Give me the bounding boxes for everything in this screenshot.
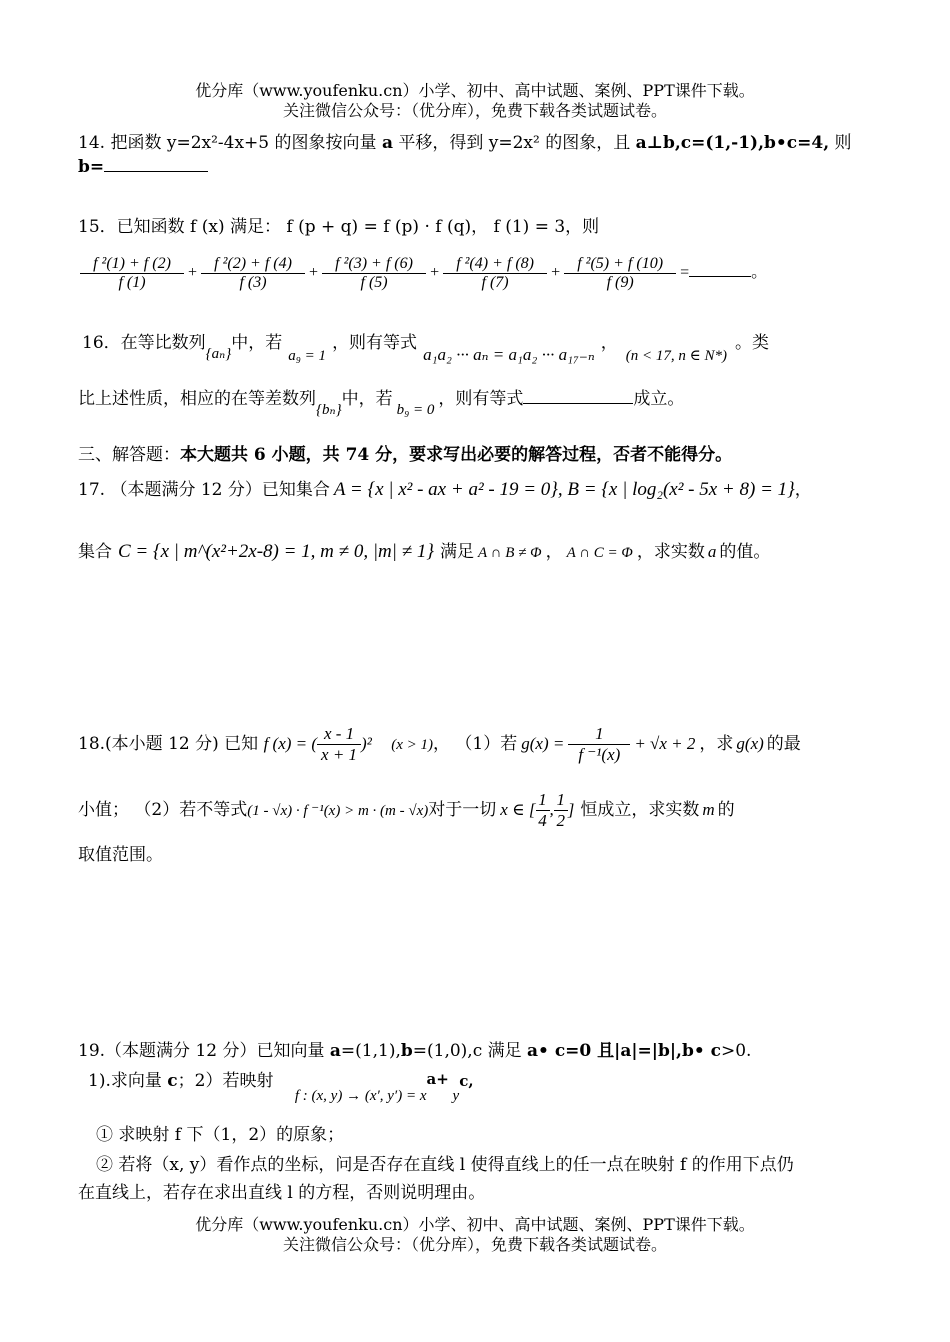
q19-mapping: f : (x, y) → (x′, y′) = x [294, 1088, 427, 1104]
q15-fraction-4: $\frac{\text{f ²(4) + f (8)}}{f (7)}$ [443, 255, 547, 292]
q16-condition-b: b₉ = 0 [396, 402, 435, 418]
q16-line-1: 16．在等比数列{aₙ}中，若a₉ = 1，则有等式a₁a₂ ··· aₙ = a₁a₂ ··· a₁₇₋ₙ，(n < 17, n ∈ N*)。类 [82, 333, 769, 364]
footer-line-2: 关注微信公众号：（优分库），免费下载各类试题试卷。 [282, 1235, 667, 1254]
q15-answer-blank[interactable] [689, 262, 751, 277]
q18-line-1: 18.(本小题 12 分) 已知 f (x) = ( $\frac{x - 1}{x + 1}$ )² (x > 1)， （1）若 g(x) = $\frac{1}{\text{f ⁻¹(x)}}$ + √x + 2 ，求 g(x) 的最 [78, 724, 801, 764]
q14-line-2 [78, 157, 208, 177]
q18-m-variable: m [702, 800, 715, 819]
q16-range: (n < 17, n ∈ N*) [625, 348, 727, 364]
q18-f-lhs: f (x) = ( [263, 734, 318, 753]
q14-vector-a: a [381, 133, 393, 153]
q16-equation: a₁a₂ ··· aₙ = a₁a₂ ··· a₁₇₋ₙ [423, 345, 595, 364]
q18-g-lhs: g(x) = [521, 734, 565, 753]
q18-frac-quarter: $\frac{1}{4}$ [536, 790, 550, 831]
q15-expression: $\frac{\text{f ²(1) + f (2)}}{f (1)}$ + $\frac{\text{f ²(2) + f (4)}}{f (3)}$ + $\frac{\text{f ²(3) + f (6)}}{f (5)}$ + $\frac{\text{f ²(4) + f (8)}}{f (7)}$ + $\frac{\text{f ²(5) + f (10)}}{f (9)}$ = 。 [80, 255, 767, 292]
q19-condition: a• c=0 且|a|=|b|,b• c [527, 1041, 721, 1061]
q14-text: 14. 把函数 y=2x²-4x+5 的图象按向量 [78, 133, 382, 153]
q16-line-2: 比上述性质，相应的在等差数列{bₙ}中，若b₉ = 0，则有等式 成立。 [78, 389, 685, 418]
q18-f-fraction: $\frac{x - 1}{x + 1}$ [317, 724, 361, 765]
q14-text: 平移，得到 y=2x² 的图象，且 [392, 133, 636, 153]
q15-fraction-5: $\frac{\text{f ²(5) + f (10)}}{f (9)}$ [564, 255, 676, 292]
q18-g-rhs: + √x + 2 [634, 734, 696, 753]
header-line-2: 关注微信公众号：（优分库），免费下载各类试题试卷。 [282, 101, 667, 120]
q18-line-2: 小值； （2）若不等式(1 - √x) · f ⁻¹(x) > m · (m - √x)对于一切 x ∈ [ $\frac{1}{4}$ , $\frac{1}{2}$ ] 恒成立，求实数 m 的 [78, 790, 735, 830]
header-line-1: 优分库（www.youfenku.cn）小学、初中、高中试题、案例、PPT课件下载。 [195, 81, 755, 100]
q14-answer-label: b= [78, 157, 105, 177]
q17-set-c: C = {x | m^(x²+2x-8) = 1, m ≠ 0, |m| ≠ 1} [118, 541, 435, 562]
q18-f-condition: (x > 1) [391, 737, 433, 753]
q18-x-in: x ∈ [ [500, 800, 536, 819]
q19-line-1: 19.（本题满分 12 分）已知向量 a=(1,1),b=(1,0),c 满足 a• c=0 且|a|=|b|,b• c>0. [78, 1041, 752, 1061]
q15-fraction-1: $\frac{\text{f ²(1) + f (2)}}{f (1)}$ [80, 255, 184, 292]
q17-condition-1: A ∩ B ≠ Φ [478, 545, 542, 561]
q15-fraction-2: $\frac{\text{f ²(2) + f (4)}}{f (3)}$ [201, 255, 305, 292]
q15-line-1: 15．已知函数 f (x) 满足： f (p + q) = f (p) · f (q)， f (1) = 3，则 [78, 217, 600, 237]
q17-condition-2: A ∩ C = Φ [566, 545, 633, 561]
q18-g-name: g(x) [736, 734, 764, 753]
q19-item-1: ① 求映射 f 下（1，2）的原象； [96, 1125, 345, 1145]
q17-line-2: 集合 C = {x | m^(x²+2x-8) = 1, m ≠ 0, |m| ≠ 1} 满足 A ∩ B ≠ Φ ， A ∩ C = Φ ，求实数 a 的值。 [78, 541, 771, 562]
q19-item-2: ② 若将（x, y）看作点的坐标，问是否存在直线 l 使得直线上的任一点在映射 f 的作用下点仍 [96, 1155, 794, 1175]
q18-line-3: 取值范围。 [78, 845, 163, 865]
footer-line-1: 优分库（www.youfenku.cn）小学、初中、高中试题、案例、PPT课件下载。 [195, 1215, 755, 1234]
q18-frac-half: $\frac{1}{2}$ [554, 790, 568, 831]
q14-answer-blank[interactable] [104, 157, 208, 172]
q14-line-1 [78, 128, 852, 153]
q15-fraction-3: $\frac{\text{f ²(3) + f (6)}}{f (5)}$ [322, 255, 426, 292]
q18-inequality: (1 - √x) · f ⁻¹(x) > m · (m - √x) [247, 803, 429, 819]
q17-set-b: , B = {x | log₂(x² - 5x + 8) = 1} [557, 479, 795, 500]
q19-line-2: 1).求向量 c；2）若映射 f : (x, y) → (x′, y′) = xa+ yc, [88, 1070, 474, 1104]
q17-set-a: A = {x | x² - ax + a² - 19 = 0} [333, 479, 558, 500]
q16-condition-a: a₉ = 1 [288, 348, 327, 364]
q14-condition: a⊥b,c=(1,-1),b•c=4, [635, 133, 830, 153]
q17-line-1: 17. （本题满分 12 分）已知集合 A = {x | x² - ax + a² - 19 = 0}, B = {x | log₂(x² - 5x + 8) = 1}， [78, 479, 812, 500]
q16-seq-a: {aₙ} [205, 346, 232, 362]
q16-seq-b: {bₙ} [316, 402, 342, 418]
q18-g-fraction: $\frac{1}{\text{f ⁻¹(x)}}$ [568, 724, 630, 765]
q14-text: 则 [829, 133, 852, 153]
q16-answer-blank[interactable] [523, 389, 633, 404]
q17-variable: a [707, 542, 717, 561]
q19-item-3: 在直线上，若存在求出直线 l 的方程，否则说明理由。 [78, 1183, 486, 1203]
section-3-heading: 三、解答题：本大题共 6 小题，共 74 分，要求写出必要的解答过程，否者不能得分。 [78, 445, 733, 465]
